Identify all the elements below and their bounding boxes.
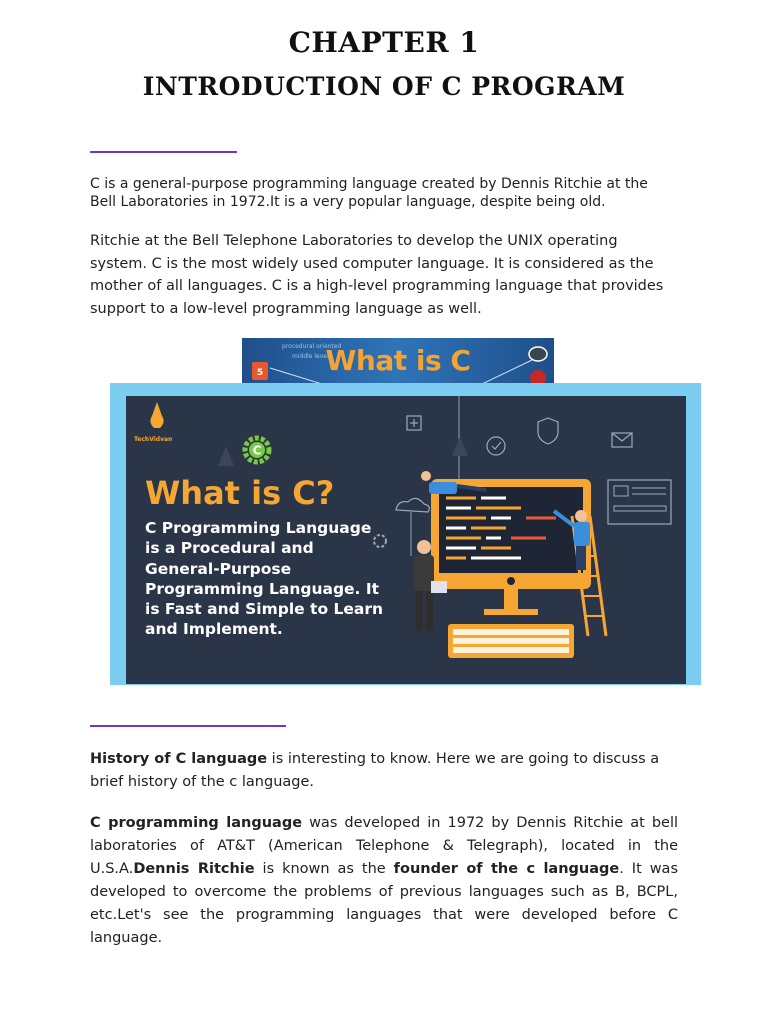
- dashboard-icon: [608, 480, 671, 524]
- paragraph-text: was developed in 1972 by Dennis Ritchie at bell laboratories of AT&T (American Telephone & Telegraph), located in the U.S.A.: [90, 815, 678, 877]
- what-is-c-banner: [242, 338, 554, 384]
- bold-phrase: C programming language: [90, 815, 303, 831]
- bold-phrase: founder of the c language: [393, 861, 620, 877]
- what-is-c-figure: [110, 383, 701, 685]
- laptop-icon: [431, 581, 447, 593]
- person-icon: [417, 540, 431, 554]
- chapter-heading: CHAPTER 1: [288, 26, 480, 59]
- figure-heading: What is C?: [145, 474, 335, 512]
- section-divider: [90, 151, 237, 153]
- intro-paragraph-2: Ritchie at the Bell Telephone Laboratories to develop the UNIX operating system. C is the most widely used computer language. It is considered as the mother of all languages. C is a high-level programming language that provides support to a low-level programming language as well.: [90, 233, 664, 317]
- person-icon: [421, 471, 431, 481]
- page-title: INTRODUCTION OF C PROGRAM: [142, 72, 626, 101]
- paragraph-text: is interesting to know. Here we are going to discuss a brief history of the c language.: [90, 751, 660, 790]
- paragraph-text: is known as the: [254, 861, 394, 877]
- bold-phrase: History of C language: [90, 751, 268, 767]
- history-intro-paragraph: [90, 748, 678, 794]
- bold-phrase: Dennis Ritchie: [133, 861, 255, 877]
- person-icon: [575, 510, 587, 522]
- svg-text:procedural oriented: procedural oriented: [282, 343, 342, 350]
- intro-paragraph-1: C is a general-purpose programming language created by Dennis Ritchie at the Bell Laboratories in 1972.It is a very popular language, despite being old.: [90, 176, 648, 210]
- flame-logo-icon: [150, 402, 163, 428]
- paragraph-text: . It was developed to overcome the problems of previous languages such as B, BCPL, etc.Let's see the programming languages that were developed before C language.: [90, 861, 678, 946]
- svg-text:5: 5: [256, 368, 264, 378]
- c-letter-icon: C: [252, 443, 262, 458]
- figure-description: C Programming Language is a Procedural and General-Purpose Programming Language. It is Fast and Simple to Learn and Implement.: [145, 519, 384, 639]
- figure-card: [126, 396, 686, 684]
- brand-label: TechVidvan: [134, 436, 173, 443]
- history-paragraph: [90, 812, 678, 950]
- svg-text:middle level: middle level: [292, 353, 329, 360]
- cloud-icon: [396, 498, 429, 512]
- banner-title: What is C: [325, 344, 471, 377]
- shield-icon: [538, 418, 558, 444]
- check-circle-icon: [487, 437, 505, 455]
- section-divider: [90, 725, 286, 727]
